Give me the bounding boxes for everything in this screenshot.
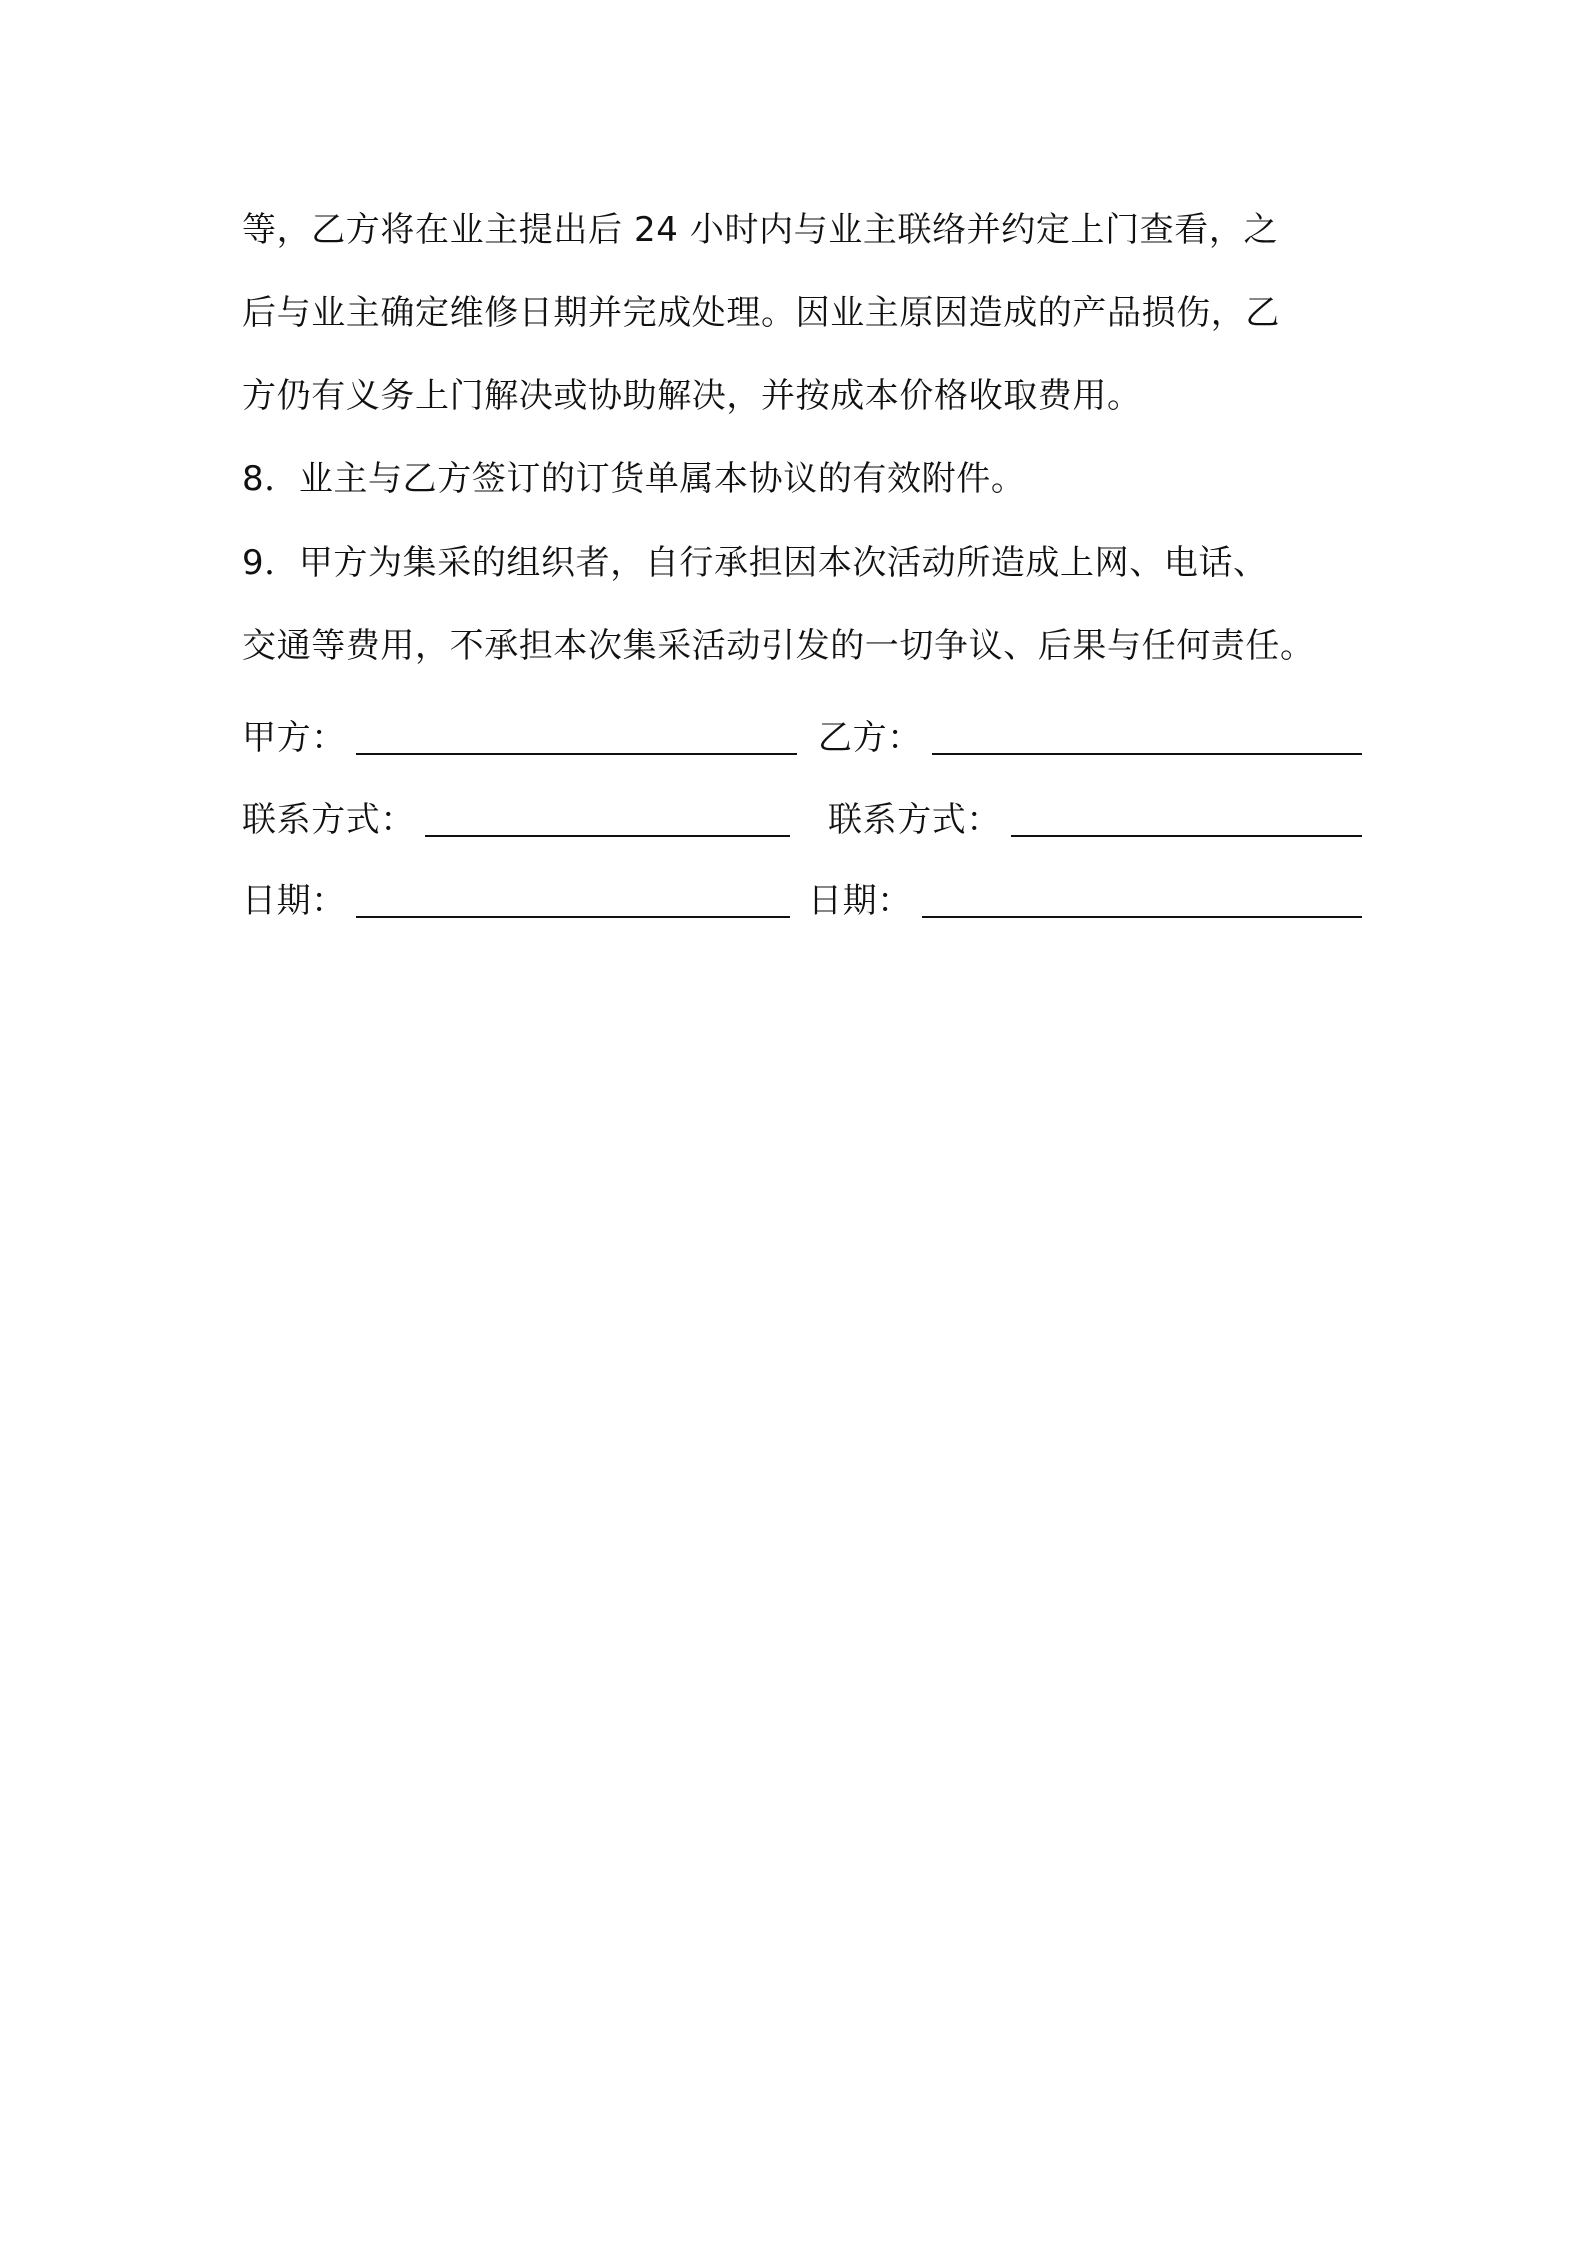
clause-9-line-1: 9．甲方为集采的组织者，自行承担因本次活动所造成上网、电话、	[242, 543, 1268, 583]
contact-a-field	[242, 797, 790, 843]
date-a-label: 日期：	[242, 881, 346, 921]
signature-row-party	[242, 715, 1362, 761]
contact-a-label: 联系方式：	[242, 800, 415, 840]
date-b-field	[808, 878, 1362, 924]
contact-b-blank-line[interactable]	[1011, 835, 1362, 837]
date-b-blank-line[interactable]	[922, 916, 1362, 918]
paragraph-line-1: 等，乙方将在业主提出后 24 小时内与业主联络并约定上门查看，之	[242, 210, 1279, 250]
party-b-label: 乙方：	[818, 718, 922, 758]
date-a-field	[242, 878, 790, 924]
contact-b-label: 联系方式：	[828, 800, 1001, 840]
contact-a-blank-line[interactable]	[425, 835, 790, 837]
paragraph-line-2: 后与业主确定维修日期并完成处理。因业主原因造成的产品损伤，乙	[242, 293, 1280, 333]
party-a-label: 甲方：	[242, 718, 346, 758]
paragraph-line-3: 方仍有义务上门解决或协助解决，并按成本价格收取费用。	[242, 376, 1142, 416]
party-b-field	[818, 715, 1362, 761]
signature-row-contact	[242, 797, 1362, 843]
signature-row-date	[242, 878, 1362, 924]
contact-b-field	[828, 797, 1362, 843]
clause-8: 8．业主与乙方签订的订货单属本协议的有效附件。	[242, 459, 1026, 499]
date-b-label: 日期：	[808, 881, 912, 921]
party-b-blank-line[interactable]	[932, 753, 1362, 755]
party-a-field	[242, 715, 797, 761]
clause-9-line-2: 交通等费用，不承担本次集采活动引发的一切争议、后果与任何责任。	[242, 626, 1315, 666]
date-a-blank-line[interactable]	[356, 916, 790, 918]
party-a-blank-line[interactable]	[356, 753, 797, 755]
